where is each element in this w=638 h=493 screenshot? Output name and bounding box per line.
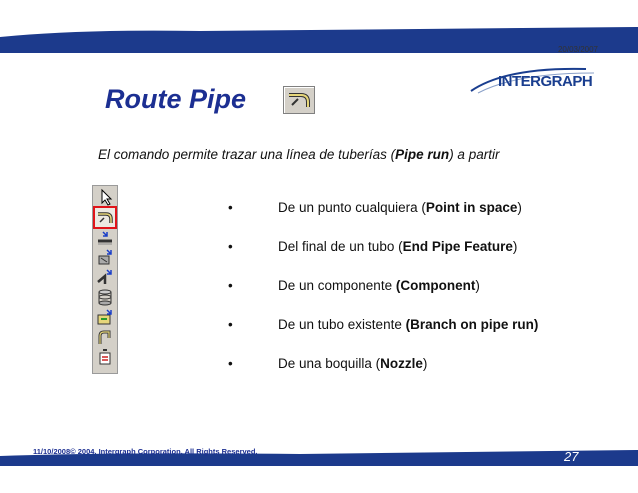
select-arrow-button[interactable] [95,188,115,207]
end-feature-icon [95,228,115,247]
page-number: 27 [564,449,579,464]
intergraph-logo-text: INTERGRAPH [498,73,593,90]
header-date: 20/03/2007 [557,45,598,54]
bullet-text-start: Del final de un tubo ( [278,239,403,254]
subtitle-text: El comando permite trazar una línea de tuberías ( [98,147,396,162]
bullet-text-end: ) [475,278,480,293]
bullet-dot: • [228,239,233,254]
bullet-dot: • [228,200,233,215]
subtitle-bold: Pipe run [395,147,450,162]
bullet-text-bold: (Branch on pipe run) [405,317,539,332]
subtitle [98,147,499,162]
bullet-text [278,200,522,215]
insert-component-button[interactable] [95,308,115,327]
route-toolbar [92,185,118,374]
select-arrow-icon [95,188,115,207]
insert-component-icon [95,308,115,327]
bullet-text-end: ) [422,356,428,371]
component-button[interactable] [95,248,115,267]
page-title: Route Pipe [105,84,247,114]
footer-copyright: 11/10/2008© 2004. Intergraph Corporation. All Rights Reserved. [33,447,258,456]
bend-button[interactable] [95,328,115,347]
bend-icon [95,328,115,347]
nozzle-button[interactable] [95,348,115,367]
bullet-text [278,239,517,254]
bullet-text-start: De un componente [278,278,396,293]
bullet-text-start: De un tubo existente [278,317,406,332]
route-pipe-icon [283,86,315,114]
route-pipe-icon [95,208,115,227]
bullet-text-end: ) [512,239,518,254]
branch-icon [95,268,115,287]
bullet-dot: • [228,278,233,293]
bullet-text [278,317,538,332]
header-band [0,27,638,53]
bullet-dot: • [228,356,233,371]
stack-icon [95,288,115,307]
bullet-text-start: De una boquilla ( [278,356,381,371]
bullet-text [278,278,480,293]
bullet-text-end: ) [517,200,522,215]
end-feature-button[interactable] [95,228,115,247]
bullet-dot: • [228,317,233,332]
bullet-text [278,356,427,371]
component-icon [95,248,115,267]
route-pipe-button[interactable] [95,208,115,227]
branch-button[interactable] [95,268,115,287]
subtitle-text-end: ) a partir [449,147,500,162]
bullet-text-bold: Nozzle [380,356,423,371]
bullet-text-bold: End Pipe Feature [402,239,513,254]
bullet-text-bold: Point in space [425,200,518,215]
nozzle-icon [95,348,115,367]
bullet-text-bold: (Component [395,278,476,293]
bullet-text-start: De un punto cualquiera ( [278,200,426,215]
stack-button[interactable] [95,288,115,307]
